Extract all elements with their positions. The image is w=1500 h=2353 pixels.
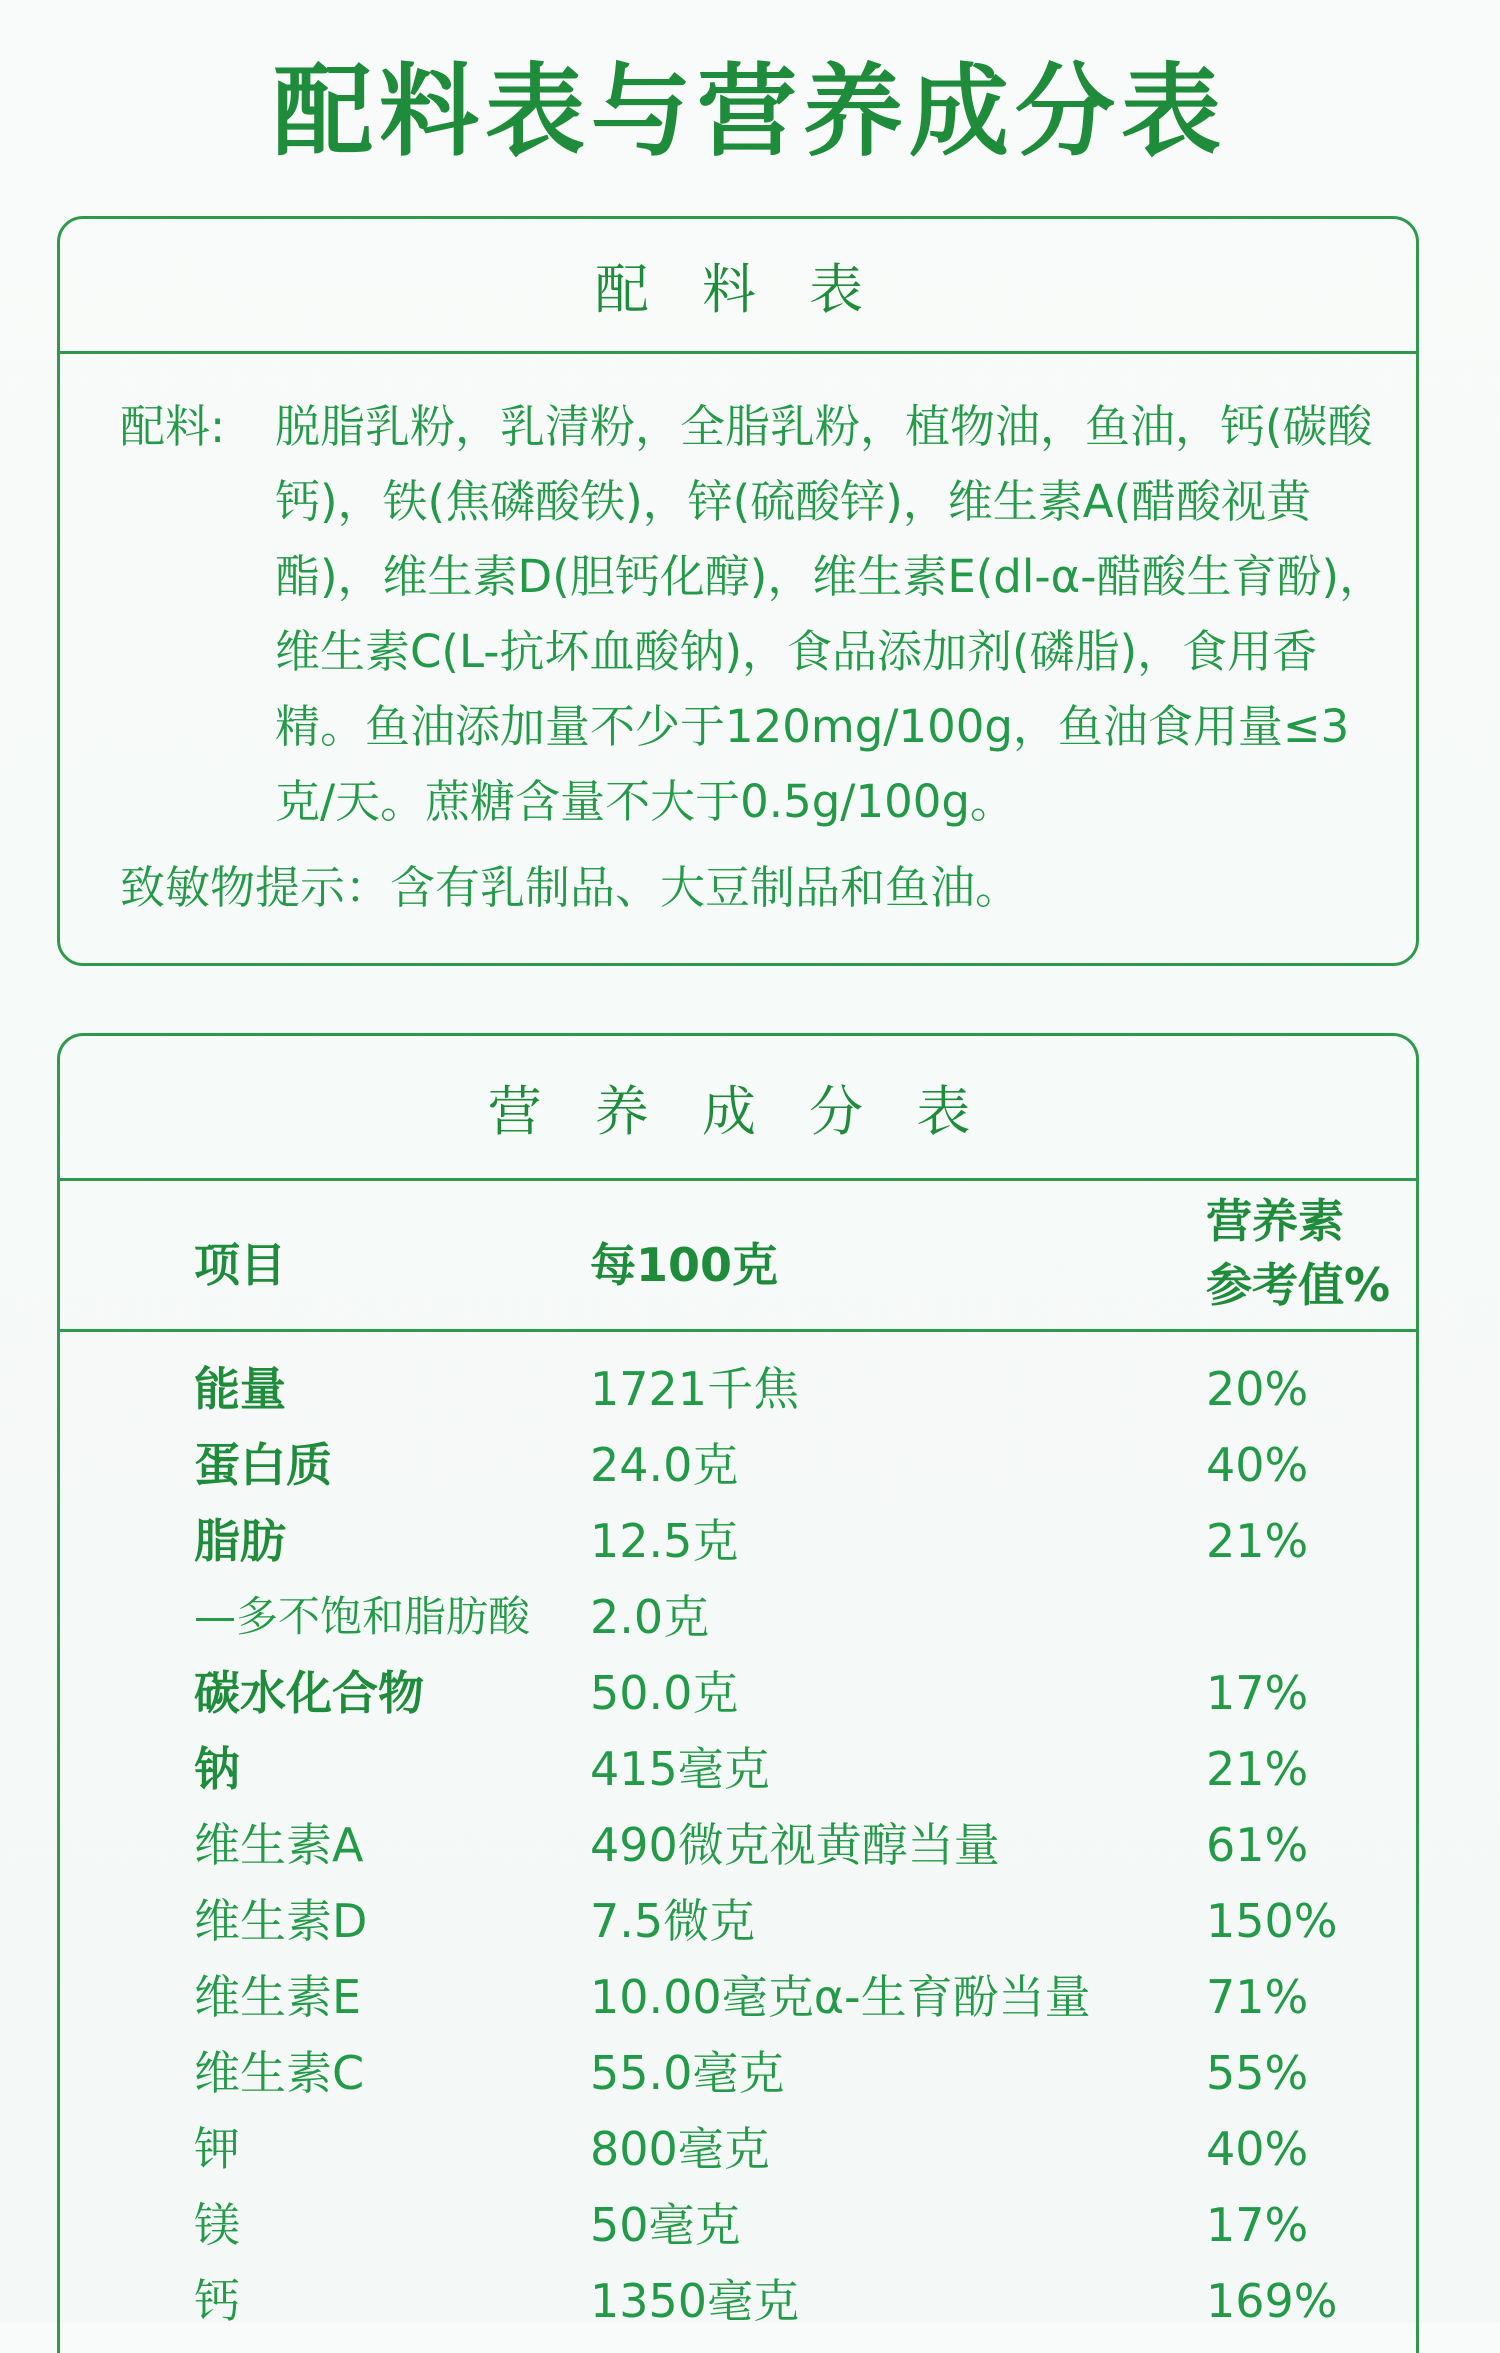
table-row <box>60 2035 1416 2111</box>
header-per-100g: 每100克 <box>590 1238 779 1292</box>
table-row <box>60 1807 1416 1883</box>
ingredients-panel <box>57 216 1419 966</box>
ingredients-line: 酯)，维生素D(胆钙化醇)，维生素E(dl-α-醋酸生育酚)， <box>275 550 1385 603</box>
nutrient-nrv: 21% <box>1206 1742 1309 1796</box>
nutrient-value: 24.0克 <box>590 1438 739 1492</box>
nutrient-value: 50毫克 <box>590 2198 741 2252</box>
nutrient-name: 钙 <box>194 2274 240 2328</box>
nutrient-name: —多不饱和脂肪酸 <box>194 1592 531 1641</box>
nutrient-name: 维生素A <box>194 1818 364 1872</box>
header-nrv-line1: 营养素 <box>1206 1194 1344 1248</box>
nutrient-name: 脂肪 <box>194 1514 286 1568</box>
ingredients-label: 配料: <box>120 400 226 453</box>
nutrient-name: 钾 <box>194 2122 240 2176</box>
ingredients-line: 精。鱼油添加量不少于120mg/100g，鱼油食用量≤3 <box>275 700 1350 753</box>
nutrient-name: 能量 <box>194 1362 286 1416</box>
nutrient-value: 10.00毫克α-生育酚当量 <box>590 1970 1091 2024</box>
nutrient-nrv: 150% <box>1206 1894 1338 1948</box>
nutrient-nrv: 40% <box>1206 1438 1309 1492</box>
nutrient-name: 维生素E <box>194 1970 362 2024</box>
table-row <box>60 1351 1416 1427</box>
nutrient-nrv: 55% <box>1206 2046 1309 2100</box>
nutrient-name: 维生素D <box>194 1894 368 1948</box>
ingredients-line: 钙)，铁(焦磷酸铁)，锌(硫酸锌)，维生素A(醋酸视黄 <box>275 475 1312 528</box>
nutrient-name: 碳水化合物 <box>194 1666 424 1720</box>
header-item: 项目 <box>194 1238 286 1292</box>
nutrition-heading: 营 养 成 分 表 <box>60 1036 1416 1181</box>
nutrient-value: 490微克视黄醇当量 <box>590 1818 1000 1872</box>
header-nrv <box>1206 1189 1390 1317</box>
ingredients-text <box>120 389 1390 839</box>
nutrient-nrv: 17% <box>1206 2198 1309 2252</box>
nutrient-nrv: 40% <box>1206 2122 1309 2176</box>
ingredients-line: 脱脂乳粉，乳清粉，全脂乳粉，植物油，鱼油，钙(碳酸 <box>275 400 1373 453</box>
nutrient-value: 55.0毫克 <box>590 2046 785 2100</box>
ingredients-line: 克/天。蔗糖含量不大于0.5g/100g。 <box>275 775 1015 828</box>
nutrient-nrv: 61% <box>1206 1818 1309 1872</box>
nutrient-value: 1350毫克 <box>590 2274 800 2328</box>
nutrient-value: 12.5克 <box>590 1514 739 1568</box>
nutrition-table-body <box>60 1351 1416 2339</box>
nutrient-name: 钠 <box>194 1742 240 1796</box>
nutrition-table-header <box>60 1181 1416 1332</box>
ingredients-line: 维生素C(L-抗坏血酸钠)，食品添加剂(磷脂)，食用香 <box>275 625 1318 678</box>
nutrient-nrv: 169% <box>1206 2274 1338 2328</box>
table-row <box>60 1655 1416 1731</box>
table-row <box>60 2263 1416 2339</box>
nutrient-value: 415毫克 <box>590 1742 770 1796</box>
table-row <box>60 1579 1416 1655</box>
table-row <box>60 1503 1416 1579</box>
nutrient-nrv: 20% <box>1206 1362 1309 1416</box>
nutrient-name: 镁 <box>194 2198 240 2252</box>
nutrient-name: 蛋白质 <box>194 1438 332 1492</box>
nutrient-name: 维生素C <box>194 2046 365 2100</box>
nutrition-panel <box>57 1033 1419 2353</box>
page-title: 配料表与营养成分表 <box>273 53 1227 170</box>
nutrient-value: 1721千焦 <box>590 1362 800 1416</box>
nutrient-nrv: 21% <box>1206 1514 1309 1568</box>
table-row <box>60 2187 1416 2263</box>
nutrient-value: 7.5微克 <box>590 1894 756 1948</box>
nutrient-nrv: 71% <box>1206 1970 1309 2024</box>
nutrient-value: 800毫克 <box>590 2122 770 2176</box>
table-row <box>60 2111 1416 2187</box>
table-row <box>60 1427 1416 1503</box>
nutrient-value: 2.0克 <box>590 1590 710 1644</box>
table-row <box>60 1959 1416 2035</box>
allergen-notice: 致敏物提示：含有乳制品、大豆制品和鱼油。 <box>120 861 1021 914</box>
nutrient-value: 50.0克 <box>590 1666 739 1720</box>
header-nrv-line2: 参考值% <box>1206 1258 1391 1312</box>
table-row <box>60 1731 1416 1807</box>
nutrient-nrv: 17% <box>1206 1666 1309 1720</box>
ingredients-heading: 配 料 表 <box>60 219 1416 354</box>
table-row <box>60 1883 1416 1959</box>
